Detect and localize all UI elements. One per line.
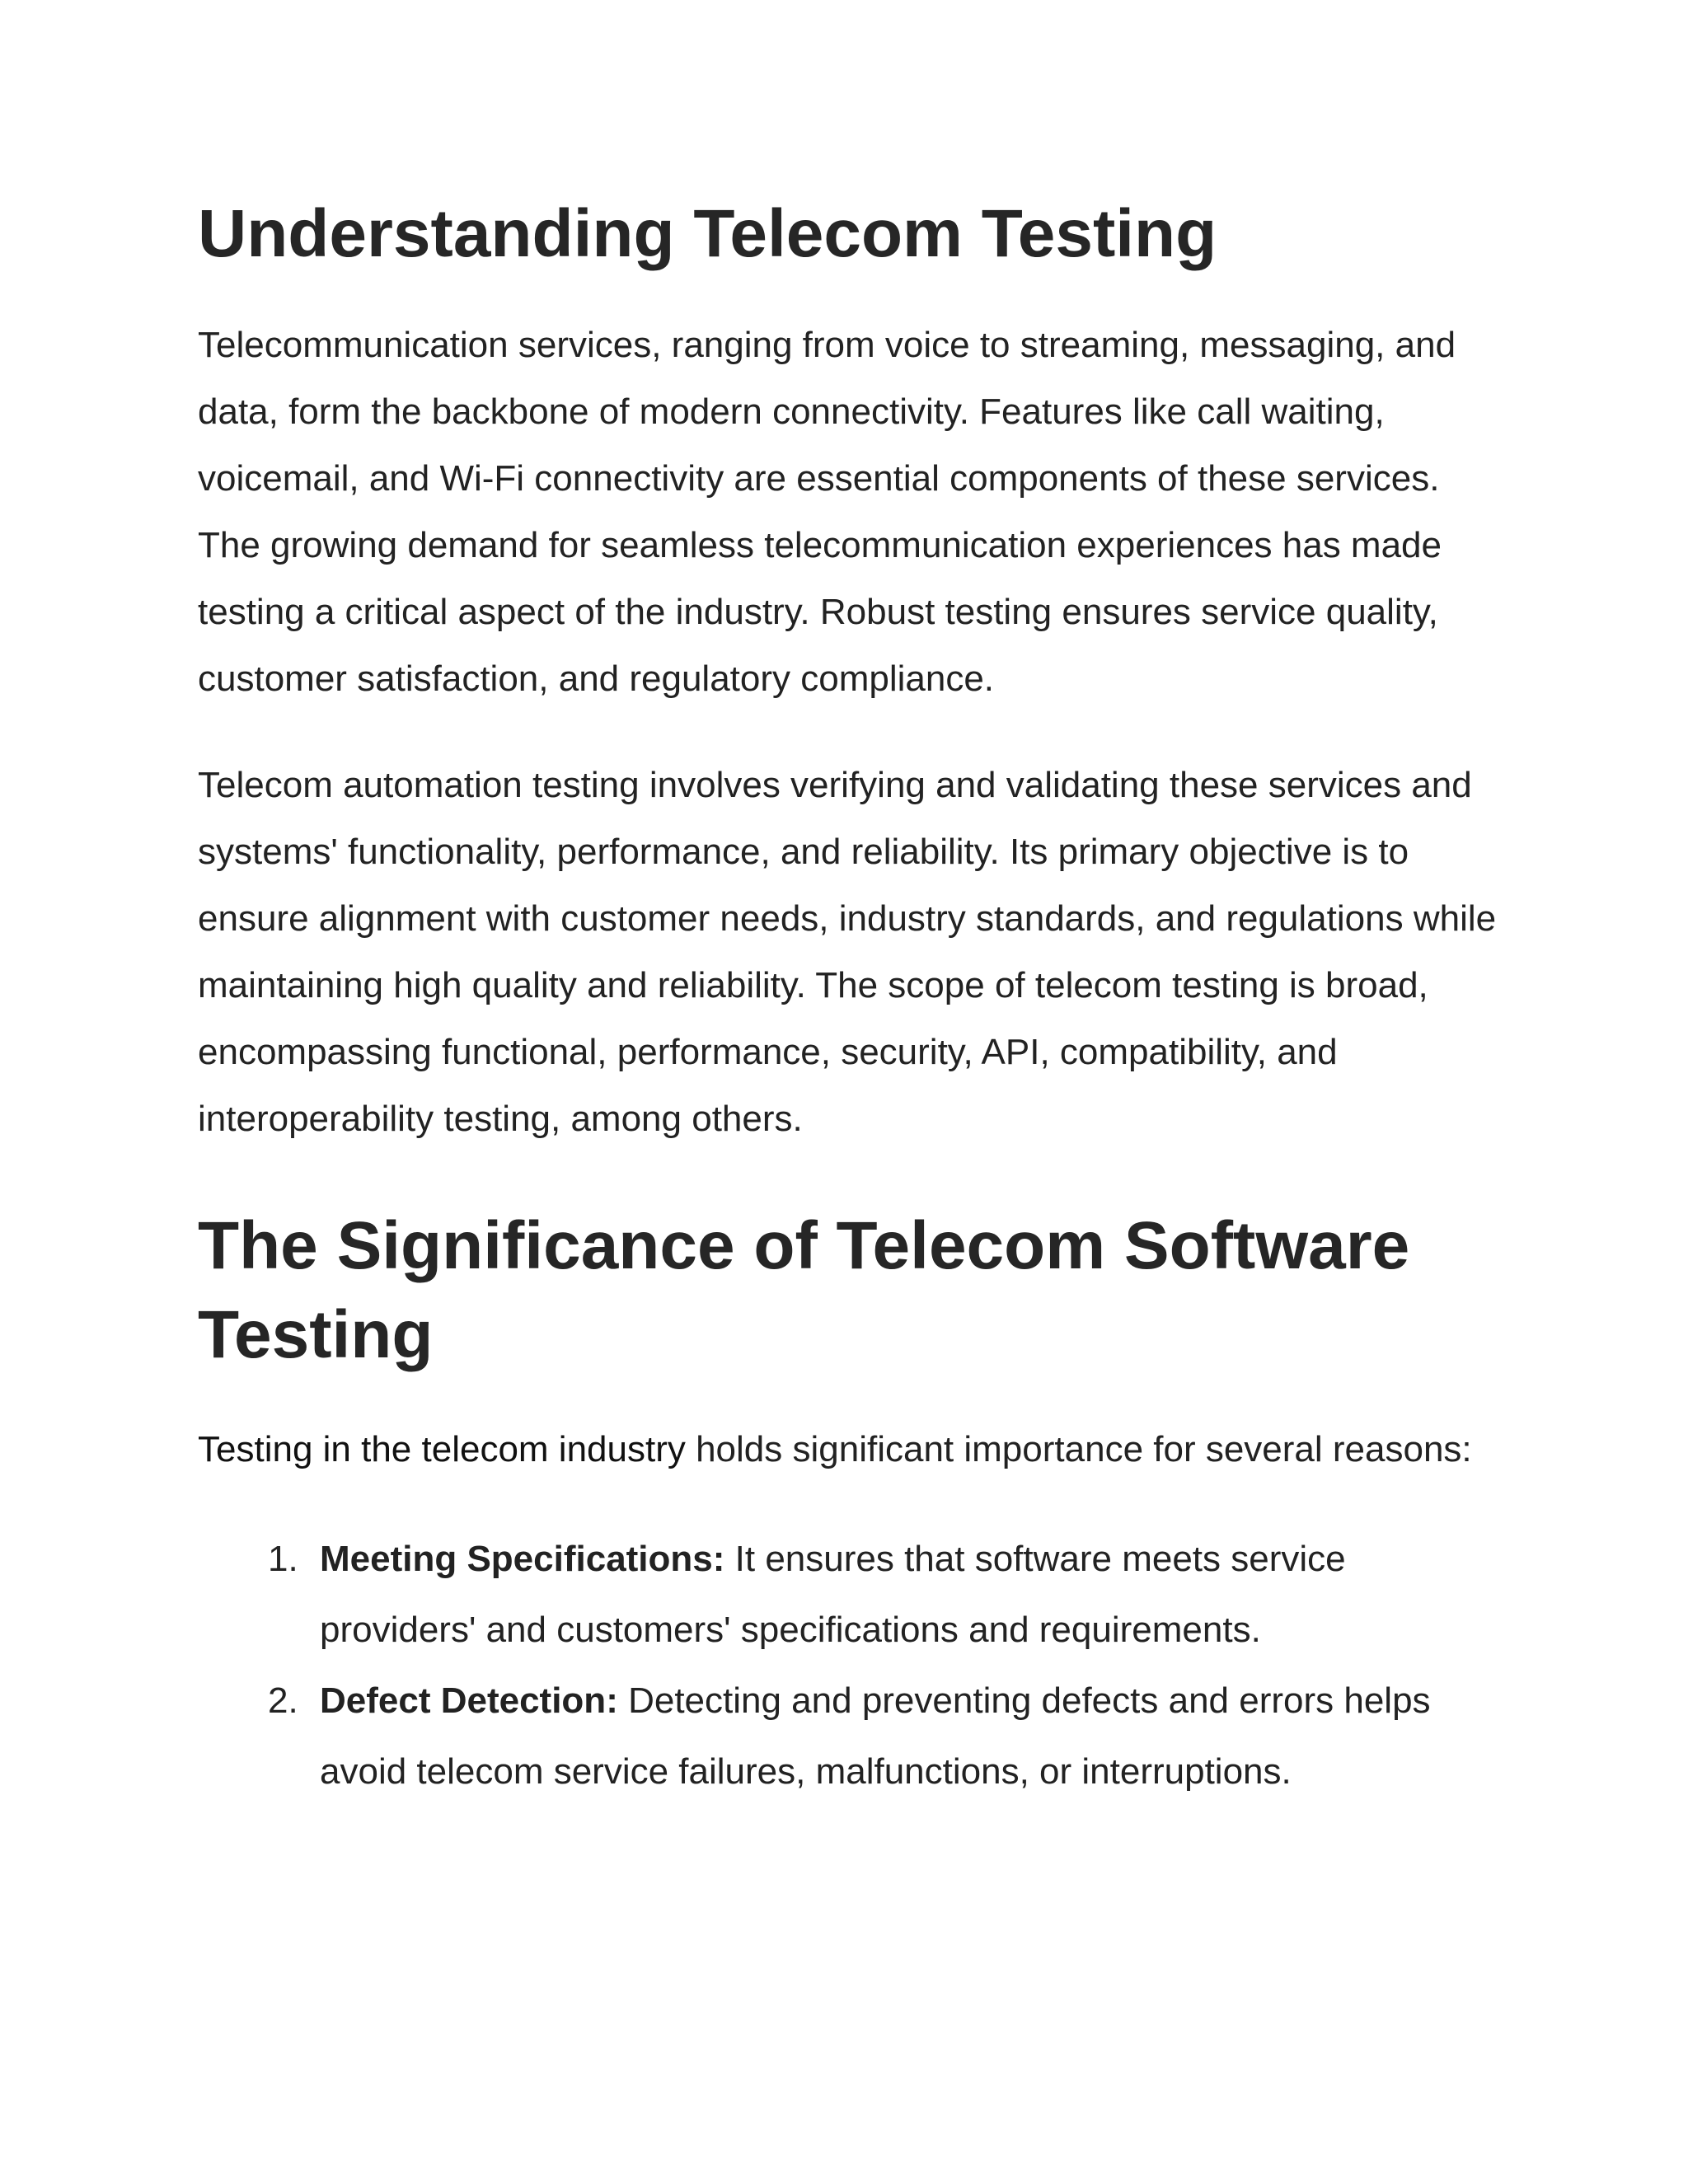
paragraph-intro xyxy=(198,1416,1500,1483)
intro-rest-text: holds significant importance for several reasons: xyxy=(685,1429,1472,1469)
section-heading-significance: The Significance of Telecom Software Testing xyxy=(198,1208,1410,1372)
paragraph-telecom-services: Telecommunication services, ranging from voice to streaming, messaging, and data, form the backbone of modern connectivity. Features like call waiting, voicemail, and Wi-Fi connectivity are essential components of these services. The growing demand for seamless telecommunication experiences has made testing a critical aspect of the industry. Robust testing ensures service quality, customer satisfaction, and regulatory compliance. xyxy=(198,325,1456,699)
paragraph-automation-testing: Telecom automation testing involves verifying and validating these services and systems' functionality, performance, and reliability. Its primary objective is to ensure alignment with customer needs, industry standards, and regulations while maintaining high quality and reliability. The scope of telecom testing is broad, encompassing functional, performance, security, API, compatibility, and interoperability testing, among others. xyxy=(198,765,1497,1139)
list-item xyxy=(198,1524,1500,1666)
telecom-industry-link[interactable]: Testing in the telecom industry xyxy=(198,1429,686,1469)
section-heading-understanding: Understanding Telecom Testing xyxy=(198,196,1217,271)
list-item-title: Defect Detection: xyxy=(320,1680,618,1721)
list-item-title: Meeting Specifications: xyxy=(320,1539,725,1579)
list-item-text: Detecting and preventing defects and errors helps avoid telecom service failures, malfunctions, or interruptions. xyxy=(320,1680,1431,1792)
list-item-text: It ensures that software meets service providers' and customers' specifications and requirements. xyxy=(320,1539,1346,1650)
list-number: 2. xyxy=(268,1680,298,1721)
document-page xyxy=(198,190,1500,1807)
list-number: 1. xyxy=(268,1539,298,1579)
reasons-list xyxy=(198,1524,1500,1807)
list-item xyxy=(198,1666,1500,1807)
